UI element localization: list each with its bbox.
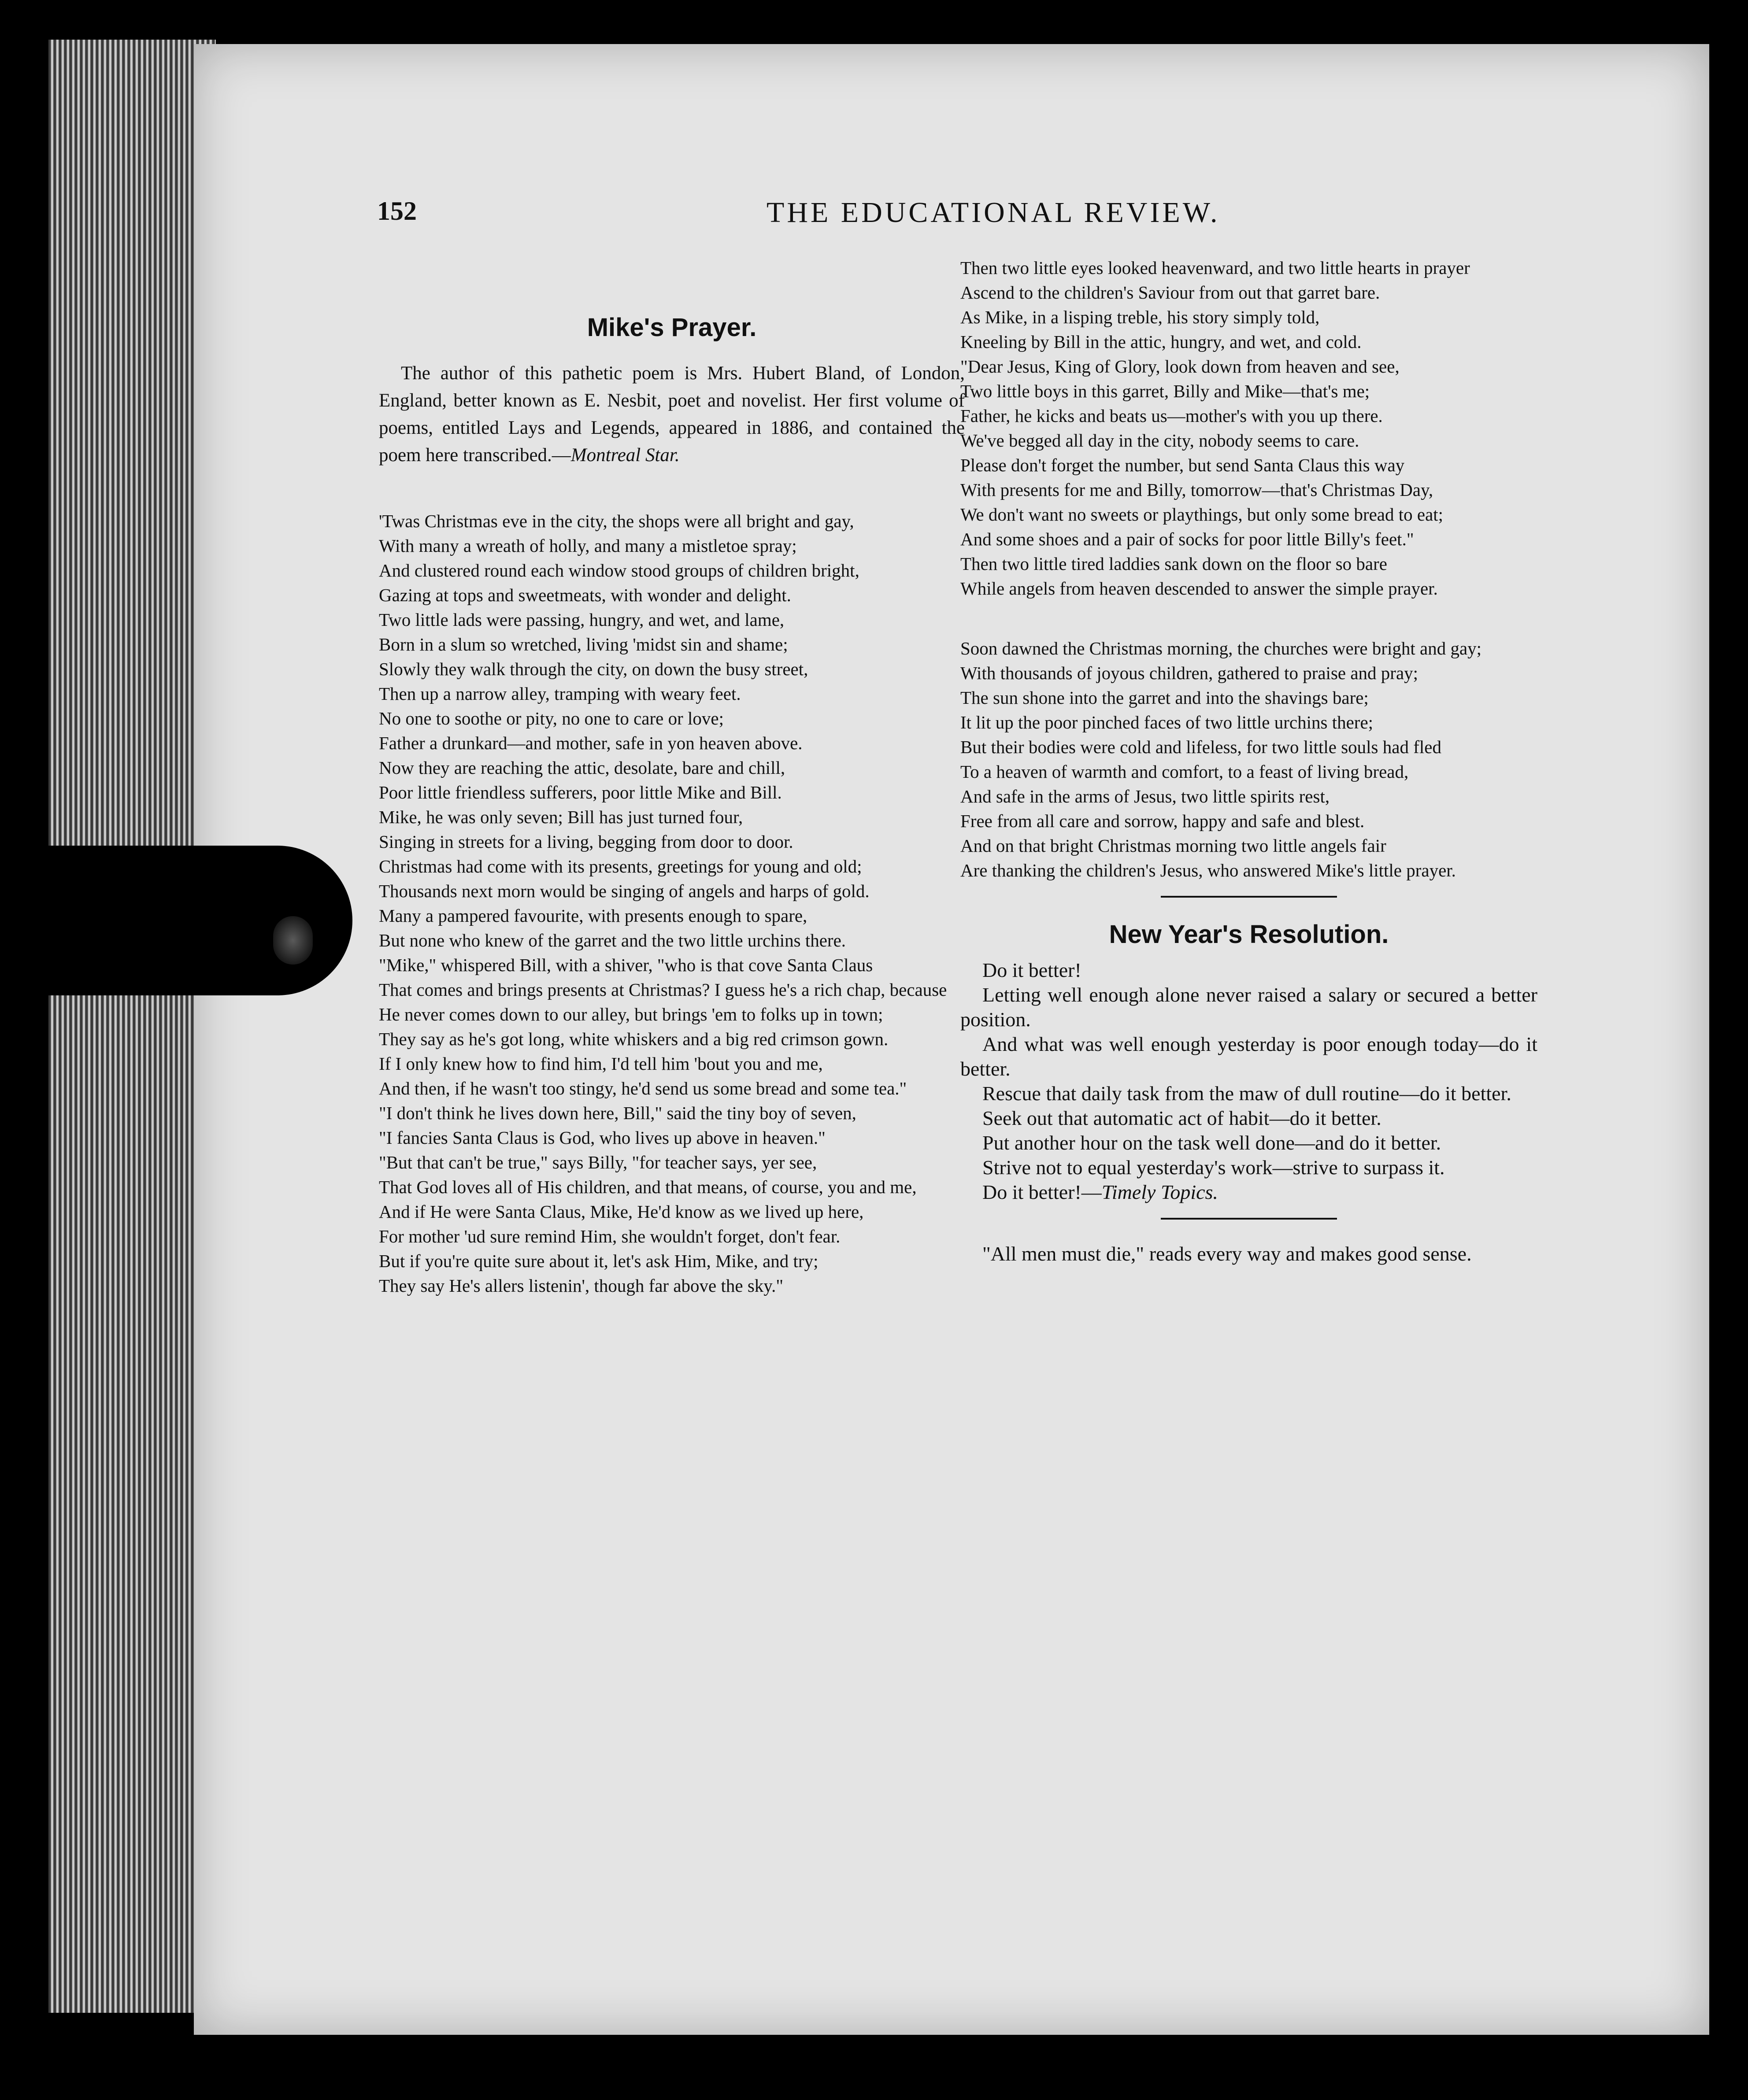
poem-line: Please don't forget the number, but send Santa Claus this way — [960, 455, 1405, 475]
poem-line: Then two little tired laddies sank down on the floor so bare — [960, 554, 1387, 574]
poem-line: "I don't think he lives down here, Bill," said the tiny boy of seven, — [379, 1103, 856, 1123]
poem-line: Poor little friendless sufferers, poor little Mike and Bill. — [379, 782, 782, 802]
right-column — [960, 255, 1537, 1266]
poem-line: Singing in streets for a living, begging from door to door. — [379, 832, 793, 852]
poem-line: Many a pampered favourite, with presents enough to spare, — [379, 906, 807, 926]
poem-line: Free from all care and sorrow, happy and safe and blest. — [960, 811, 1365, 831]
poem-right-b — [960, 636, 1537, 883]
poem-line: And if He were Santa Claus, Mike, He'd know as we lived up here, — [379, 1202, 864, 1222]
resolution-closing — [960, 1180, 1537, 1205]
poem-line: To a heaven of warmth and comfort, to a feast of living bread, — [960, 762, 1409, 782]
poem-line: He never comes down to our alley, but brings 'em to folks up in town; — [379, 1004, 883, 1024]
poem-line: Father, he kicks and beats us—mother's with you up there. — [960, 406, 1383, 426]
poem-line: Then two little eyes looked heavenward, and two little hearts in prayer — [960, 258, 1470, 278]
poem-line: Two little lads were passing, hungry, and wet, and lame, — [379, 610, 785, 630]
poem-line: That comes and brings presents at Christmas? I guess he's a rich chap, because — [379, 980, 947, 1000]
intro-text: The author of this pathetic poem is Mrs. Hubert Bland, of London, England, better known as E. Nesbit, poet and novelist. Her first volume of poems, entitled Lays and Legends, appeared in 1886, and contained the poem here transcribed.— — [379, 363, 965, 466]
left-column — [379, 255, 965, 1298]
poem-line: As Mike, in a lisping treble, his story simply told, — [960, 307, 1320, 327]
poem-line: And some shoes and a pair of socks for poor little Billy's feet." — [960, 529, 1414, 549]
mikes-prayer-intro — [379, 360, 965, 469]
poem-line: No one to soothe or pity, no one to care or love; — [379, 708, 724, 728]
resolution-paragraph: Rescue that daily task from the maw of dull routine—do it better. — [982, 1082, 1511, 1105]
closing-text: Do it better!— — [982, 1181, 1102, 1203]
poem-line: The sun shone into the garret and into the shavings bare; — [960, 688, 1369, 708]
poem-line: "Dear Jesus, King of Glory, look down from heaven and see, — [960, 356, 1400, 377]
resolution-paragraph: Put another hour on the task well done—and do it better. — [982, 1131, 1441, 1154]
resolution-paragraph: And what was well enough yesterday is poor enough today—do it better. — [960, 1033, 1537, 1080]
poem-line: "But that can't be true," says Billy, "for teacher says, yer see, — [379, 1152, 817, 1172]
stanza-break — [960, 601, 1537, 636]
resolution-paragraph: Do it better! — [982, 959, 1081, 981]
poem-line: Now they are reaching the attic, desolate, bare and chill, — [379, 758, 785, 778]
poem-line: We've begged all day in the city, nobody seems to care. — [960, 430, 1359, 451]
new-years-resolution-title: New Year's Resolution. — [1109, 920, 1389, 949]
poem-line: And then, if he wasn't too stingy, he'd send us some bread and some tea." — [379, 1078, 907, 1098]
poem-line: That God loves all of His children, and that means, of course, you and me, — [379, 1177, 917, 1197]
poem-line: Born in a slum so wretched, living 'midst sin and shame; — [379, 634, 788, 654]
mikes-prayer-title: Mike's Prayer. — [587, 313, 757, 342]
poem-line: Kneeling by Bill in the attic, hungry, and wet, and cold. — [960, 332, 1362, 352]
running-title: THE EDUCATIONAL REVIEW. — [767, 196, 1220, 229]
poem-line: Mike, he was only seven; Bill has just turned four, — [379, 807, 743, 827]
page-number: 152 — [377, 196, 417, 226]
poem-line: Slowly they walk through the city, on down the busy street, — [379, 659, 808, 679]
poem-line: "Mike," whispered Bill, with a shiver, "who is that cove Santa Claus — [379, 955, 873, 975]
book-page-edges — [48, 40, 216, 2013]
poem-line: And on that bright Christmas morning two little angels fair — [960, 836, 1386, 856]
resolution-paragraph: Seek out that automatic act of habit—do it better. — [982, 1107, 1381, 1129]
poem-line: Ascend to the children's Saviour from out that garret bare. — [960, 282, 1380, 303]
resolution-paragraph: Strive not to equal yesterday's work—strive to surpass it. — [982, 1156, 1445, 1179]
poem-line: They say He's allers listenin', though far above the sky." — [379, 1276, 784, 1296]
section-divider — [1161, 896, 1337, 898]
poem-line: Christmas had come with its presents, greetings for young and old; — [379, 856, 862, 876]
closing-source: Timely Topics. — [1101, 1181, 1218, 1203]
poem-line: And safe in the arms of Jesus, two little spirits rest, — [960, 786, 1330, 806]
poem-line: It lit up the poor pinched faces of two little urchins there; — [960, 712, 1374, 732]
poem-line: Gazing at tops and sweetmeats, with wonder and delight. — [379, 585, 791, 605]
book-page — [194, 44, 1709, 2035]
poem-line: With many a wreath of holly, and many a mistletoe spray; — [379, 536, 797, 556]
poem-line: With presents for me and Billy, tomorrow—that's Christmas Day, — [960, 480, 1433, 500]
poem-line: We don't want no sweets or playthings, but only some bread to eat; — [960, 504, 1444, 525]
poem-line: They say as he's got long, white whiskers and a big red crimson gown. — [379, 1029, 889, 1049]
resolution-paragraph: Letting well enough alone never raised a salary or secured a better position. — [960, 983, 1537, 1031]
poem-right-a — [960, 255, 1537, 601]
poem-line: Are thanking the children's Jesus, who answered Mike's little prayer. — [960, 860, 1456, 880]
poem-left — [379, 509, 965, 1298]
poem-line: But if you're quite sure about it, let's ask Him, Mike, and try; — [379, 1251, 818, 1271]
poem-line: For mother 'ud sure remind Him, she wouldn't forget, don't fear. — [379, 1226, 841, 1246]
page-header — [194, 196, 1709, 244]
poem-line: 'Twas Christmas eve in the city, the shops were all bright and gay, — [379, 511, 854, 531]
poem-line: If I only knew how to find him, I'd tell him 'bout you and me, — [379, 1054, 823, 1074]
poem-line: And clustered round each window stood groups of children bright, — [379, 560, 859, 580]
poem-line: With thousands of joyous children, gathered to praise and pray; — [960, 663, 1418, 683]
poem-line: While angels from heaven descended to answer the simple prayer. — [960, 578, 1438, 599]
poem-line: Thousands next morn would be singing of angels and harps of gold. — [379, 881, 870, 901]
footer-note: "All men must die," reads every way and makes good sense. — [982, 1242, 1472, 1265]
section-divider — [1161, 1218, 1337, 1220]
poem-line: Father a drunkard—and mother, safe in yon heaven above. — [379, 733, 803, 753]
poem-line: But none who knew of the garret and the two little urchins there. — [379, 930, 846, 950]
poem-line: But their bodies were cold and lifeless, for two little souls had fled — [960, 737, 1441, 757]
thumbnail-highlight — [273, 916, 313, 965]
poem-line: Soon dawned the Christmas morning, the churches were bright and gay; — [960, 638, 1482, 658]
poem-line: Two little boys in this garret, Billy and Mike—that's me; — [960, 381, 1370, 401]
poem-line: Then up a narrow alley, tramping with weary feet. — [379, 684, 741, 704]
intro-source: Montreal Star. — [570, 445, 680, 466]
poem-line: "I fancies Santa Claus is God, who lives up above in heaven." — [379, 1128, 826, 1148]
